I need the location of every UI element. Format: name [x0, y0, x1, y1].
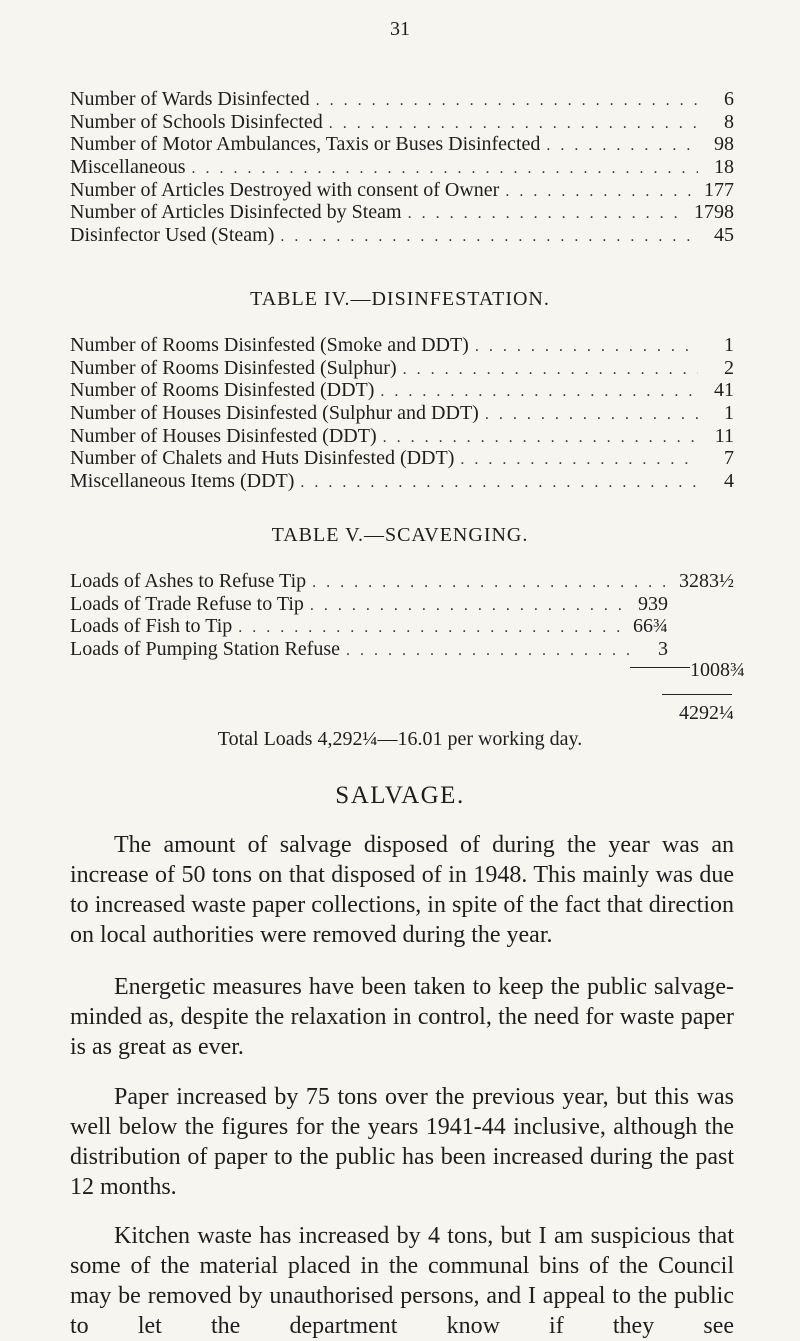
- item-label: Loads of Trade Refuse to Tip: [70, 592, 304, 615]
- salvage-heading: SALVAGE.: [335, 782, 465, 809]
- item-value: 177: [704, 178, 734, 201]
- item-label: Number of Rooms Disinfested (DDT): [70, 379, 375, 402]
- item-label: Number of Articles Disinfected by Steam: [70, 201, 402, 224]
- item-value: 18: [714, 156, 734, 179]
- disinfection-list: [70, 88, 734, 247]
- leader-dots: [383, 427, 698, 450]
- item-value: 11: [714, 424, 734, 447]
- item-value: 3283½: [679, 570, 734, 592]
- list-item: [70, 615, 668, 638]
- item-value: 41: [714, 379, 734, 402]
- leader-dots: [380, 381, 698, 404]
- list-item: [70, 402, 734, 425]
- salvage-paragraph: Energetic measures have been taken to keep the public salvage-minded as, despite the relaxation in control, the need for waste paper is as great as ever.: [70, 974, 734, 1060]
- item-label: Loads of Ashes to Refuse Tip: [70, 570, 307, 592]
- list-item: [70, 593, 668, 616]
- item-value: 2: [724, 356, 734, 379]
- leader-dots: [403, 359, 698, 382]
- list-item: [70, 179, 734, 202]
- leader-dots: [505, 181, 698, 204]
- list-item: [70, 111, 734, 134]
- item-label: Number of Motor Ambulances, Taxis or Buses Disinfected: [70, 133, 541, 156]
- item-label: Miscellaneous Items (DDT): [70, 470, 295, 493]
- item-label: Number of Houses Disinfested (Sulphur and DDT): [70, 402, 479, 425]
- leader-dots: [316, 90, 698, 113]
- item-label: Number of Wards Disinfected: [70, 88, 310, 110]
- item-label: Loads of Fish to Tip: [70, 615, 233, 638]
- list-item: [70, 425, 734, 448]
- leader-dots: [280, 226, 698, 249]
- leader-dots: [546, 135, 698, 158]
- disinfestation-list: [70, 334, 734, 493]
- leader-dots: [310, 595, 632, 618]
- leader-dots: [460, 449, 698, 472]
- leader-dots: [346, 640, 632, 663]
- leader-dots: [475, 336, 698, 359]
- item-label: Number of Chalets and Huts Disinfested (DDT): [70, 447, 455, 470]
- item-value: 6: [724, 88, 734, 110]
- leader-dots: [329, 113, 698, 136]
- scavenging-list: [70, 570, 734, 661]
- page-number: 31: [390, 18, 410, 40]
- item-label: Number of Schools Disinfected: [70, 110, 323, 133]
- list-item: [70, 470, 734, 493]
- salvage-paragraph: Paper increased by 75 tons over the previous year, but this was well below the figures for the years 1941-44 inclusive, although the distribution of paper to the public has been increased during the past 12 months.: [70, 1084, 734, 1200]
- list-item: [70, 357, 734, 380]
- total-rule: [662, 694, 732, 695]
- item-value: 1798: [694, 201, 734, 224]
- subtotal-rule: [630, 667, 690, 668]
- item-label: Number of Rooms Disinfested (Sulphur): [70, 356, 397, 379]
- leader-dots: [192, 158, 698, 181]
- item-value: 1: [724, 334, 734, 356]
- total-loads-line: Total Loads 4,292¼—16.01 per working day.: [217, 728, 583, 750]
- list-item: [70, 224, 734, 247]
- table-iv-title: TABLE IV.—DISINFESTATION.: [250, 288, 550, 310]
- salvage-paragraph: Kitchen waste has increased by 4 tons, but I am suspicious that some of the material placed in the communal bins of the Council may be removed by unauthorised persons, and I appeal to the public to let the department know if they see: [70, 1223, 734, 1339]
- item-value: 8: [724, 110, 734, 133]
- list-item: [70, 379, 734, 402]
- list-item: [70, 156, 734, 179]
- subtotal-value: 1008¾: [690, 659, 745, 681]
- leader-dots: [300, 472, 698, 495]
- item-value: 66¾: [633, 615, 668, 638]
- list-item: [70, 334, 734, 357]
- item-value: 45: [714, 224, 734, 247]
- item-value: 98: [714, 133, 734, 156]
- leader-dots: [238, 617, 627, 640]
- table-v-title: TABLE V.—SCAVENGING.: [271, 524, 529, 546]
- item-label: Number of Rooms Disinfested (Smoke and DDT): [70, 334, 469, 356]
- item-value: 7: [724, 447, 734, 470]
- leader-dots: [312, 572, 673, 595]
- list-item: [70, 447, 734, 470]
- item-value: 3: [658, 638, 668, 661]
- list-item: [70, 133, 734, 156]
- grand-total-value: 4292¼: [679, 702, 734, 724]
- list-item: [70, 570, 734, 593]
- list-item: [70, 201, 734, 224]
- item-value: 939: [638, 592, 668, 615]
- salvage-paragraph: The amount of salvage disposed of during the year was an increase of 50 tons on that disposed of in 1948. This mainly was due to increased waste paper collections, in spite of the fact that direction on local authorities were removed during the year.: [70, 832, 734, 948]
- item-label: Loads of Pumping Station Refuse: [70, 638, 340, 661]
- list-item: [70, 638, 668, 661]
- leader-dots: [408, 203, 688, 226]
- item-value: 4: [724, 470, 734, 493]
- item-label: Disinfector Used (Steam): [70, 224, 275, 247]
- list-item: [70, 88, 734, 111]
- item-value: 1: [724, 402, 734, 425]
- item-label: Number of Articles Destroyed with consent of Owner: [70, 178, 500, 201]
- item-label: Number of Houses Disinfested (DDT): [70, 424, 377, 447]
- leader-dots: [485, 404, 698, 427]
- item-label: Miscellaneous: [70, 156, 186, 179]
